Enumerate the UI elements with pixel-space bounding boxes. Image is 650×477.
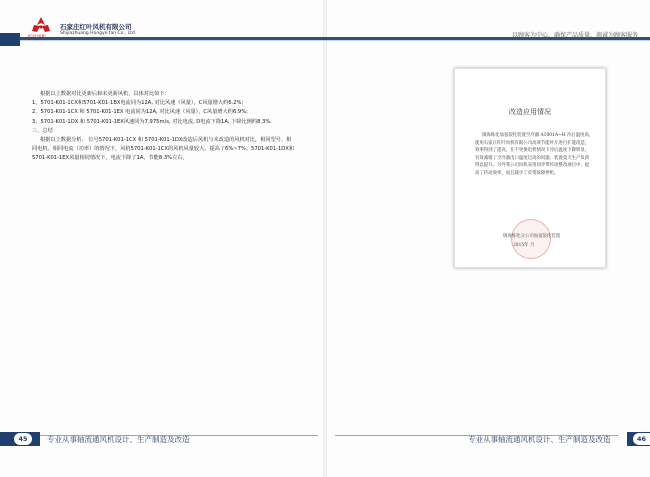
company-slogan: 以顾客为中心、确保产品质量、竭诚为顾客服务 (512, 32, 639, 39)
certificate-body (475, 132, 593, 178)
certificate-line: 镇海炼化加氢裂化装置空冷器 A1001A~H 冷后温度高， (482, 133, 594, 138)
page-number-right: 46 (633, 433, 650, 445)
body-line: 根据以上数据对比更新后和未更新风机，具体对比如下： (40, 91, 170, 97)
body-line: 根据以上数据分析， 位号5701-K01-1CX 和 5701-K01-1DX改造后风机与未改造的风机对比，相同型号、相 (40, 137, 292, 144)
official-stamp-icon (511, 219, 551, 259)
body-line: 1、5701-K01-1CX和5701-K01-1BX电流同为12A, 对比风速（风量），C风量增大约6.2%; (32, 100, 244, 107)
footer-text-left: 专业从事轴流通风机设计、生产制造及改造 (47, 435, 190, 444)
certificate-date: 2015年 月 (513, 243, 535, 248)
company-name: 石家庄红叶风机有限公司 (60, 23, 132, 31)
page-number-left: 45 (14, 433, 32, 445)
certificate-line: 使用石家庄红叶风机有限公司高效节能叶片进行扩能改造， (475, 140, 590, 146)
certificate-title: 改造应用情况 (509, 108, 551, 116)
footer-text-right: 专业从事轴流通风机设计、生产制造及改造 (468, 435, 611, 444)
page-fold (323, 0, 327, 477)
certificate-line: 得以提升。另外我公司风机采用同步带传动整改项目中，提 (475, 163, 590, 169)
body-line: 5701-K01-1EX风量相同情况下，电流下降了1A，节能8.3%左右。 (32, 155, 188, 162)
body-line: 同电机、相同电流（功率）的情况下，风机5701-K01-1CX的风机风量较大，提高了6%~7%；5701-K01-1DX和 (32, 146, 295, 153)
certificate-line: 高了传动效率，而且减少了皮带故障停机。 (475, 170, 559, 176)
certificate-line: 有效减缓了空冷器出口温度过高的问题，装置夏天生产负荷 (475, 155, 590, 161)
company-name-english: Shijiazhuang Hongye fan Co., Ltd. (60, 31, 137, 36)
certificate-document (454, 68, 606, 268)
body-line: 3、5701-K01-1DX 和 5701-K01-1EX风速同为7.975m/s, 对比电流, D电流下降1A, 下降比例约8.3%. (32, 118, 272, 125)
certificate-signature: 镇海炼化分公司加氢裂化装置 (503, 234, 561, 239)
logo-caption: 红叶风机 (28, 35, 46, 40)
header-band-light (0, 40, 650, 41)
left-page-body (32, 90, 317, 164)
section-heading: 三、总结 (32, 127, 53, 134)
header-accent-block (0, 33, 20, 46)
certificate-line: 效率得到了提高，在不更换电机情况下冷后温度下降明显， (475, 148, 590, 154)
body-line: 2、5701-K01-1CX 和 5701-K01-1EX 电流同为12A, 对比风速（风量），C风量增大约6.9%; (32, 109, 248, 116)
company-logo-icon (31, 17, 51, 33)
